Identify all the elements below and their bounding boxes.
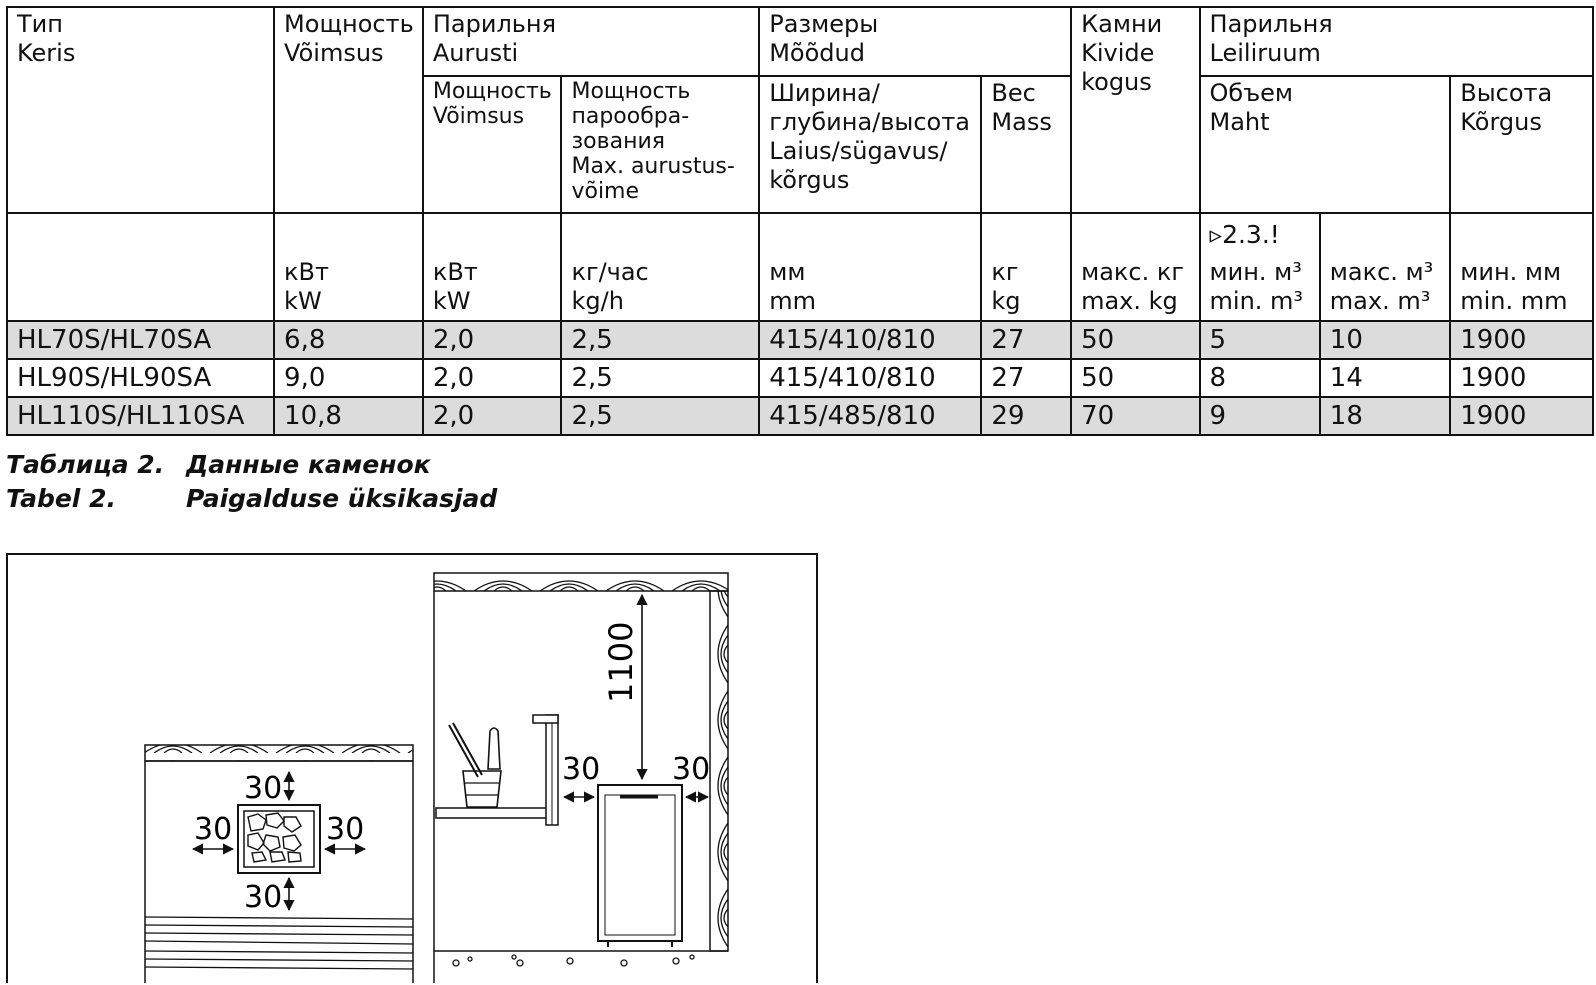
units-height: мин. мм min. mm [1450,213,1593,321]
wall-top-beam [145,745,413,761]
header-height: Высота Kõrgus [1450,76,1593,213]
label-bottom-clearance: 30 [244,880,283,915]
header-steam-capacity: Мощность парообра- зования Max. aurustus- võime [561,76,759,213]
units-stones: макс. кг max. kg [1071,213,1199,321]
units-steam-capacity: кг/час kg/h [561,213,759,321]
cell-vol-max: 18 [1320,397,1450,435]
caption-ru-text: Данные каменок [186,450,431,479]
top-view [145,745,413,983]
caption-et-number: Tabel 2. [6,484,116,513]
cell-weight: 27 [981,321,1071,359]
cell-vol-max: 14 [1320,359,1450,397]
header-steam-room: Парильня Aurusti [423,7,759,76]
units-vol-max: макс. м³ max. m³ [1320,213,1450,321]
caption-ru [6,450,431,479]
units-power: кВт kW [274,213,423,321]
caption-ru-number: Таблица 2. [6,450,165,479]
cell-type: HL90S/HL90SA [7,359,274,397]
cell-type: HL70S/HL70SA [7,321,274,359]
ceiling-beams [434,573,728,591]
units-type [7,213,274,321]
units-weight: кг kg [981,213,1071,321]
cell-vol-min: 8 [1200,359,1320,397]
cell-steam-power: 2,0 [423,359,562,397]
table-row [7,321,1593,359]
cell-height: 1900 [1450,321,1593,359]
cell-height: 1900 [1450,397,1593,435]
cell-power: 10,8 [274,397,423,435]
cell-weight: 27 [981,359,1071,397]
floor-drain-dots [453,955,694,966]
heater-spec-table [6,6,1594,436]
bucket-and-ladle-icon [449,723,501,807]
cell-dims: 415/485/810 [759,397,981,435]
side-wall-beams [710,591,728,951]
cell-stones: 70 [1071,397,1199,435]
label-side-left-clearance: 30 [562,752,601,787]
cell-stones: 50 [1071,359,1199,397]
cell-vol-min: 5 [1200,321,1320,359]
cell-weight: 29 [981,397,1071,435]
installation-drawing [8,555,818,983]
cell-power: 6,8 [274,321,423,359]
cell-dims: 415/410/810 [759,321,981,359]
header-dimensions: Размеры Mõõdud [759,7,1071,76]
header-type: Тип Keris [7,7,274,213]
cell-steam-power: 2,0 [423,397,562,435]
header-power: Мощность Võimsus [274,7,423,213]
units-dims: мм mm [759,213,981,321]
header-sauna-room: Парильня Leiliruum [1200,7,1593,76]
header-stones: Камни Kivide kogus [1071,7,1199,213]
heater-side-view [598,785,682,947]
cell-dims: 415/410/810 [759,359,981,397]
table-row [7,359,1593,397]
cell-stones: 50 [1071,321,1199,359]
cell-height: 1900 [1450,359,1593,397]
label-left-clearance: 30 [194,812,233,847]
units-vol-min: ▹2.3.! мин. м³ min. m³ [1200,213,1320,321]
header-dims-whd: Ширина/ глубина/высота Laius/sügavus/ kõrgus [759,76,981,213]
installation-diagram [6,553,818,983]
cell-steam-capacity: 2,5 [561,321,759,359]
caption-et [6,484,497,513]
cell-steam-capacity: 2,5 [561,397,759,435]
label-ceiling-clearance: 1100 [602,621,640,703]
cell-steam-capacity: 2,5 [561,359,759,397]
header-steam-power: Мощность Võimsus [423,76,562,213]
heater-top-view [238,805,320,873]
label-top-clearance: 30 [244,771,283,806]
units-steam-power: кВт kW [423,213,562,321]
bench-top-view [145,917,413,969]
caption-et-text: Paigalduse üksikasjad [186,484,498,513]
header-volume: Объем Maht [1200,76,1451,213]
section-reference: ▹2.3.! [1209,220,1280,249]
cell-vol-max: 10 [1320,321,1450,359]
side-view [434,573,728,983]
cell-power: 9,0 [274,359,423,397]
cell-type: HL110S/HL110SA [7,397,274,435]
label-side-right-clearance: 30 [672,752,711,787]
header-weight: Вес Mass [981,76,1071,213]
label-right-clearance: 30 [326,812,365,847]
table-row [7,397,1593,435]
cell-steam-power: 2,0 [423,321,562,359]
cell-vol-min: 9 [1200,397,1320,435]
